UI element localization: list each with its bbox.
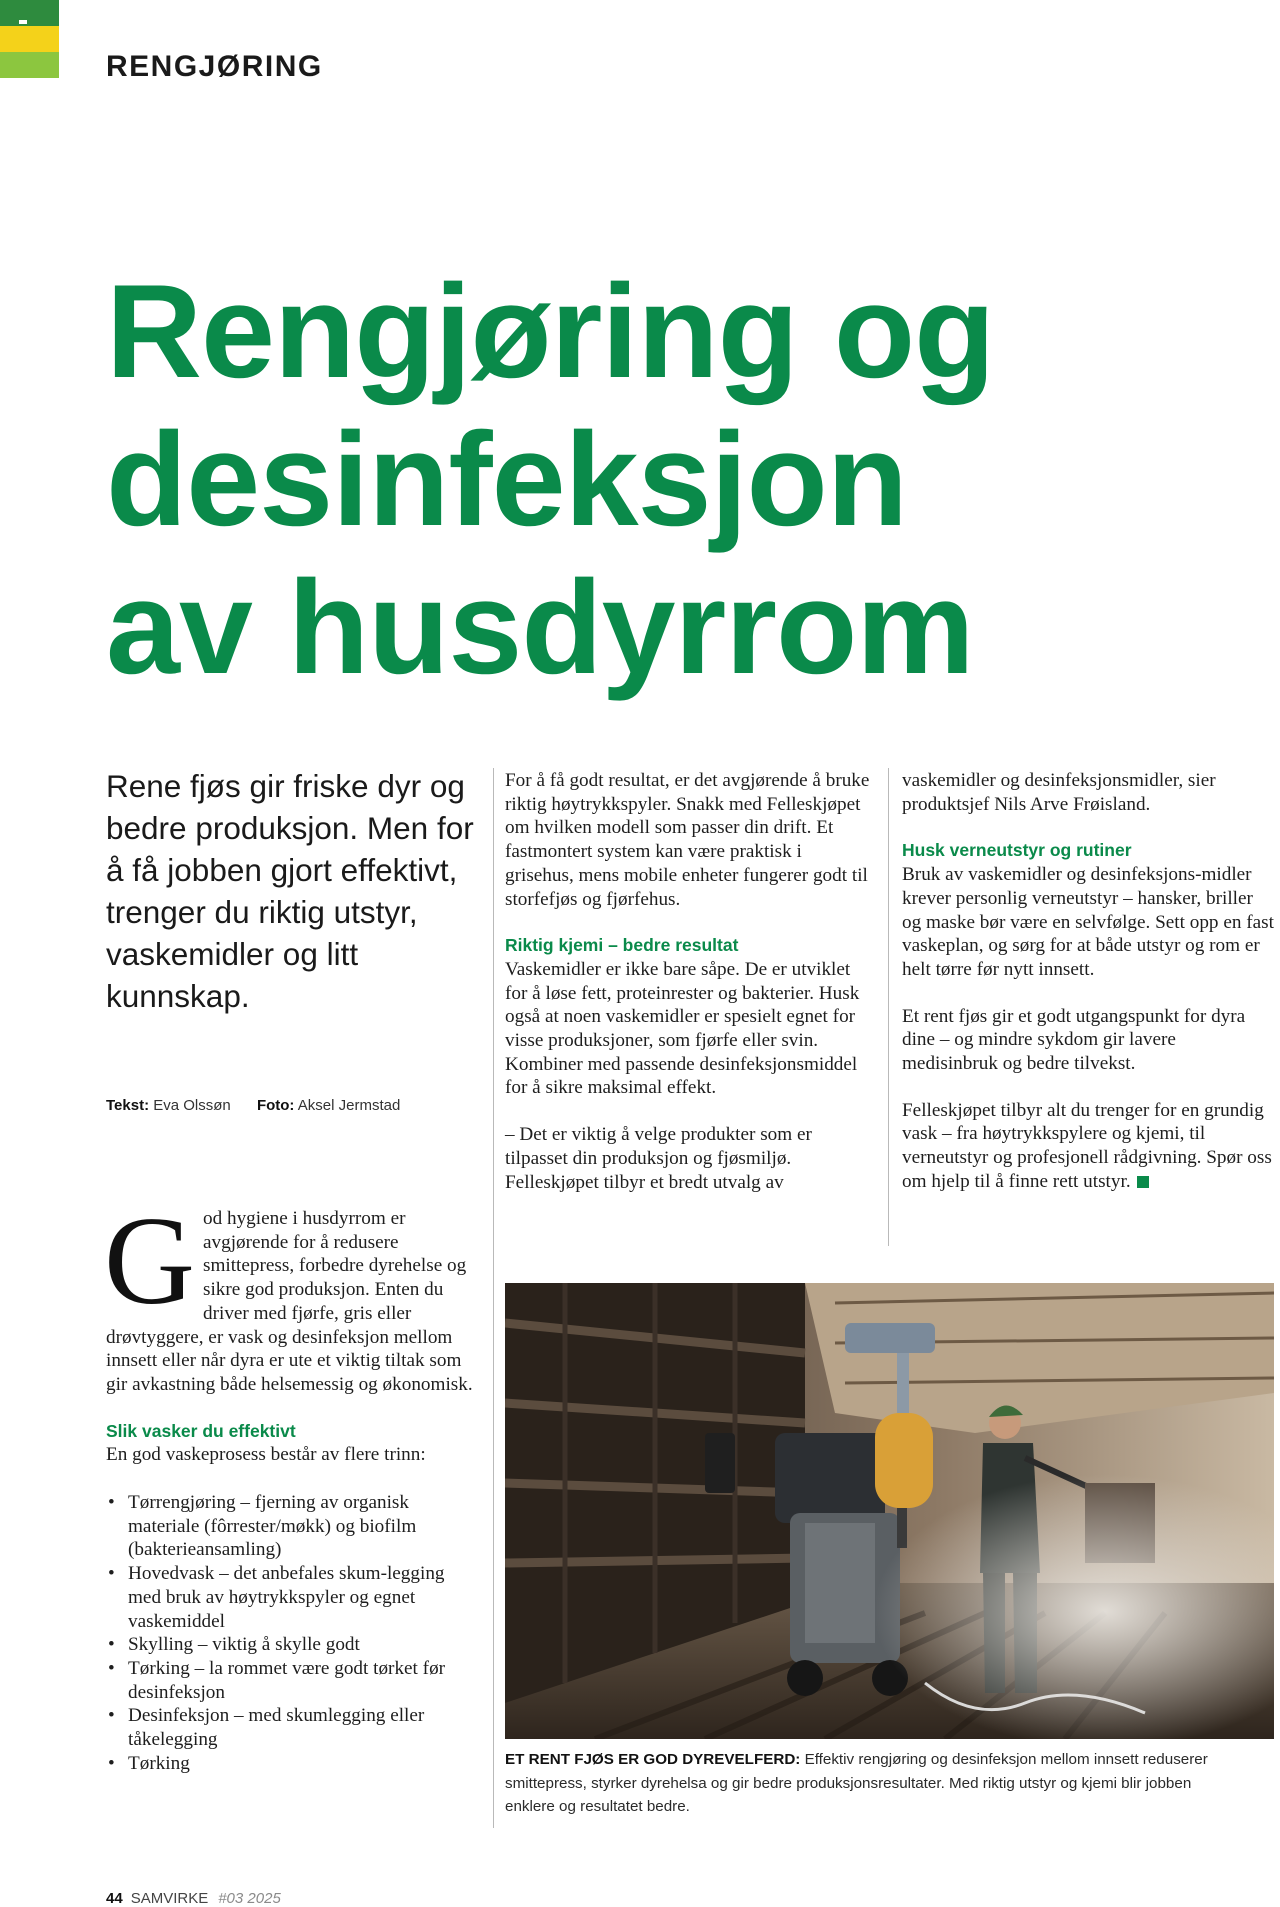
list-item: • Desinfeksjon – med skumlegging eller tåkelegging (106, 1704, 478, 1751)
closing-text: Felleskjøpet tilbyr alt du trenger for en grundig vask – fra høytrykkspylere og kjemi, til verneutstyr og profesjonell rådgivning. Spør oss om hjelp til å finne rett utstyr. (902, 1099, 1272, 1192)
list-item: • Tørking – la rommet være godt tørket før desinfeksjon (106, 1657, 478, 1704)
headline-line-1: Rengjøring og (106, 258, 995, 406)
drop-cap: G (104, 1192, 195, 1331)
tab-mark (19, 20, 27, 24)
caption-lead: ET RENT FJØS ER GOD DYREVELFERD: (505, 1751, 801, 1768)
magazine-name: SAMVIRKE (130, 1890, 209, 1907)
paragraph: Et rent fjøs gir et godt utgangspunkt for dyra dine – og mindre sykdom gir lavere medisinbruk og bedre tilvekst. (902, 1005, 1246, 1075)
column-1 (104, 1192, 478, 1775)
end-mark-icon (1137, 1176, 1149, 1188)
list-item: • Tørking (106, 1752, 478, 1776)
closing-paragraph (902, 1099, 1274, 1194)
byline-author: Eva Olssøn (153, 1097, 231, 1114)
steps-list (106, 1491, 478, 1775)
paragraph: For å få godt resultat, er det avgjørende å bruke riktig høytrykkspyler. Snakk med Felleskjøpet om hvilken modell som passer din drift. Et fastmontert system kan være praktisk i grisehus, mens mobile enheter fungerer godt til storfefjøs og fjørfehus. (505, 770, 870, 910)
headline (106, 258, 1106, 702)
byline-text-label: Tekst: (106, 1097, 150, 1114)
list-item: • Tørrengjøring – fjerning av organisk materiale (fôrrester/møkk) og biofilm (bakterieansamling) (106, 1491, 478, 1562)
byline (106, 1097, 400, 1114)
column-3 (902, 769, 1274, 1194)
paragraph: Vaskemidler er ikke bare såpe. De er utviklet for å løse fett, proteinrester og bakterier. Husk også at noen vaskemidler er spesielt egnet for visse produksjoner, som fjørfe eller svin. Kombiner med passende desinfeksjonsmiddel for å sikre maksimal effekt. (505, 958, 860, 1099)
photo-caption (505, 1748, 1245, 1819)
list-item: • Hovedvask – det anbefales skum-legging med bruk av høytrykkspyler og egnet vaskemiddel (106, 1562, 478, 1633)
subhead-protective-gear: Husk verneutstyr og rutiner (902, 840, 1132, 861)
quote-paragraph: – Det er viktig å velge produkter som er tilpasset din produksjon og fjøsmiljø. Felleskjøpet tilbyr et bredt utvalg av (505, 1124, 812, 1193)
issue-number: #03 2025 (218, 1890, 281, 1907)
subhead-effective-wash: Slik vasker du effektivt (106, 1420, 296, 1441)
list-item: • Skylling – viktig å skylle godt (106, 1633, 478, 1657)
byline-photo-label: Foto: (256, 1097, 295, 1114)
barn-cleaning-photo (505, 1283, 1274, 1739)
byline-photographer: Aksel Jermstad (297, 1097, 401, 1114)
page-number: 44 (106, 1890, 123, 1907)
steps-lead-in: En god vaskeprosess består av flere trinn: (106, 1444, 426, 1466)
headline-line-3: av husdyrrom (106, 554, 974, 702)
column-divider (493, 768, 494, 1828)
caption-text: Effektiv rengjøring og desinfeksjon mellom innsett reduserer smittepress, styrker dyrehelsa og gir bedre produksjonsresultater. Med riktig utstyr og kjemi blir jobben enklere og resultatet bedre. (505, 1751, 1208, 1816)
headline-line-2: desinfeksjon (106, 406, 908, 554)
column-divider (888, 768, 889, 1246)
section-color-tab (0, 0, 59, 78)
intro-text: od hygiene i husdyrrom er avgjørende for å redusere smittepress, forbedre dyrehelse og sikre god produksjon. Enten du driver med fjørfe, gris eller drøvtyggere, er vask og desinfeksjon mellom innsett eller når dyra er ute et viktig tiltak som gir avkastning både helsemessig og økonomisk. (106, 1208, 473, 1395)
subhead-chemistry: Riktig kjemi – bedre resultat (505, 935, 739, 956)
paragraph: vaskemidler og desinfeksjonsmidler, sier produktsjef Nils Arve Frøisland. (902, 770, 1216, 815)
section-label: RENGJØRING (106, 50, 323, 83)
intro-paragraph (104, 1192, 478, 1397)
page-footer (106, 1890, 281, 1907)
column-2 (505, 769, 875, 1194)
lead-paragraph: Rene fjøs gir friske dyr og bedre produksjon. Men for å få jobben gjort effektivt, trenger du riktig utstyr, vaskemidler og litt kunnskap. (106, 768, 474, 1014)
paragraph: Bruk av vaskemidler og desinfeksjons-midler krever personlig verneutstyr – hansker, briller og maske bør være en selvfølge. Sett opp en fast vaskeplan, og sørg for at både utstyr og rom er helt tørre før nytt innsett. (902, 864, 1274, 980)
